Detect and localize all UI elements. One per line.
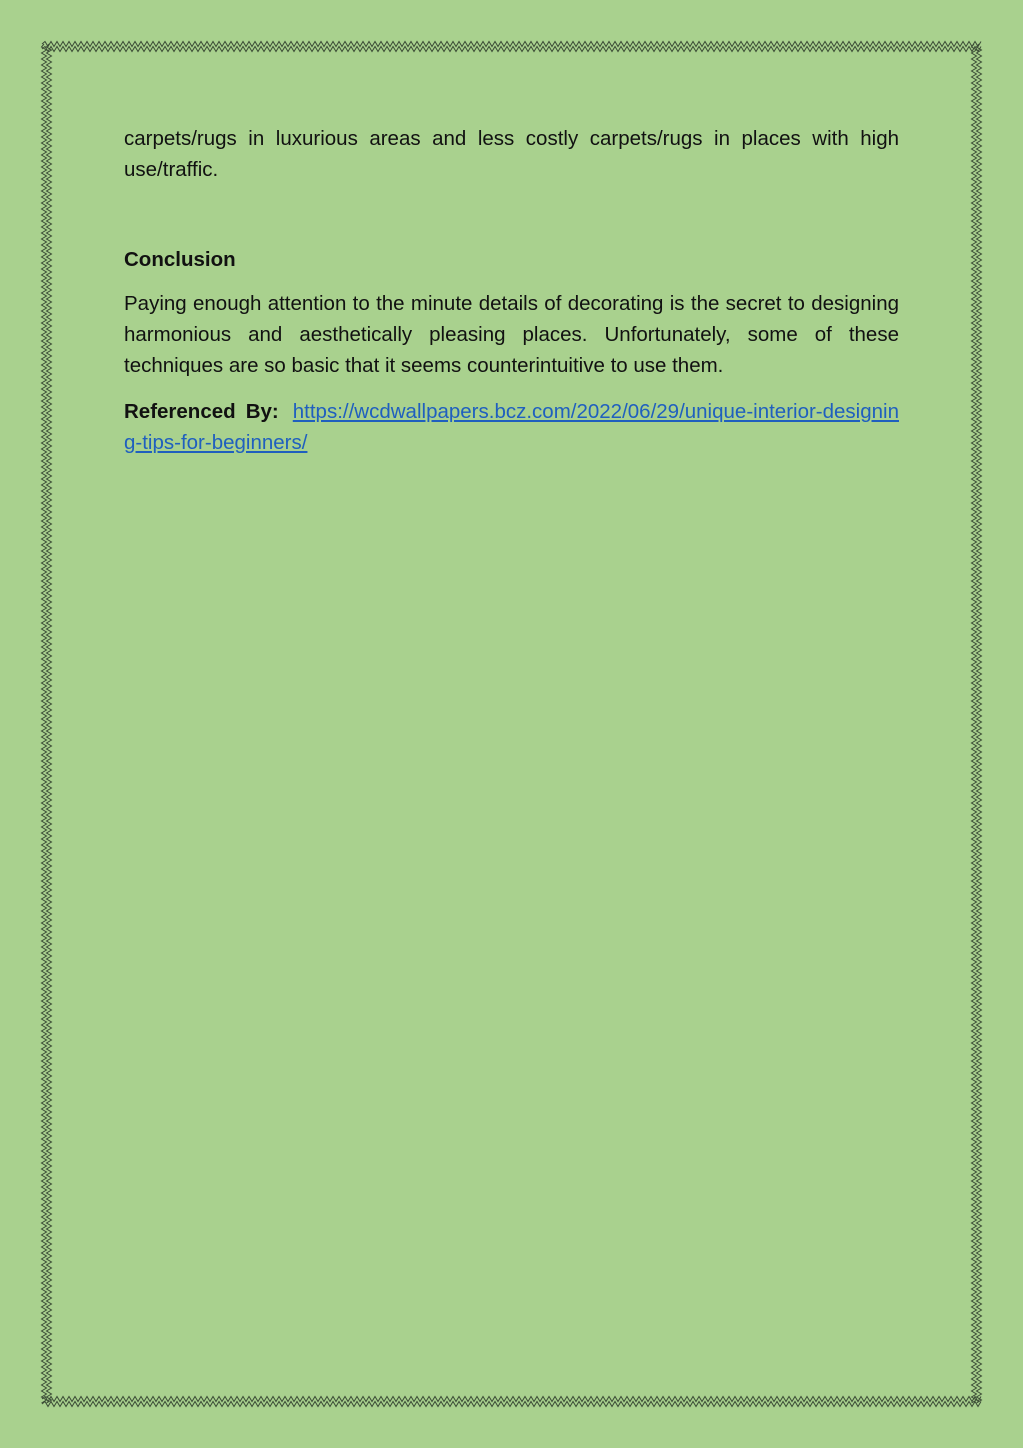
reference-label: Referenced By: xyxy=(124,400,279,423)
document-body xyxy=(124,123,899,458)
intro-paragraph: carpets/rugs in luxurious areas and less costly carpets/rugs in places with high use/traffic. xyxy=(124,127,899,181)
conclusion-heading: Conclusion xyxy=(124,248,236,271)
reference-line xyxy=(124,396,899,458)
border-left-inner xyxy=(47,44,52,1403)
border-left-outer xyxy=(42,44,47,1403)
border-right-outer xyxy=(977,44,982,1403)
border-top-outer xyxy=(42,42,981,47)
border-bottom-inner xyxy=(42,1397,981,1402)
border-top-inner xyxy=(42,47,981,52)
conclusion-paragraph: Paying enough attention to the minute details of decorating is the secret to designing harmonious and aesthetically pleasing places. Unfortunately, some of these techniques are so basic that it seems counterintuitive to use them. xyxy=(124,292,899,377)
reference-link[interactable]: https://wcdwallpapers.bcz.com/2022/06/29/unique-interior-designing-tips-for-beginners/ xyxy=(124,400,899,454)
border-bottom-outer xyxy=(42,1402,981,1407)
border-right-inner xyxy=(972,44,977,1403)
